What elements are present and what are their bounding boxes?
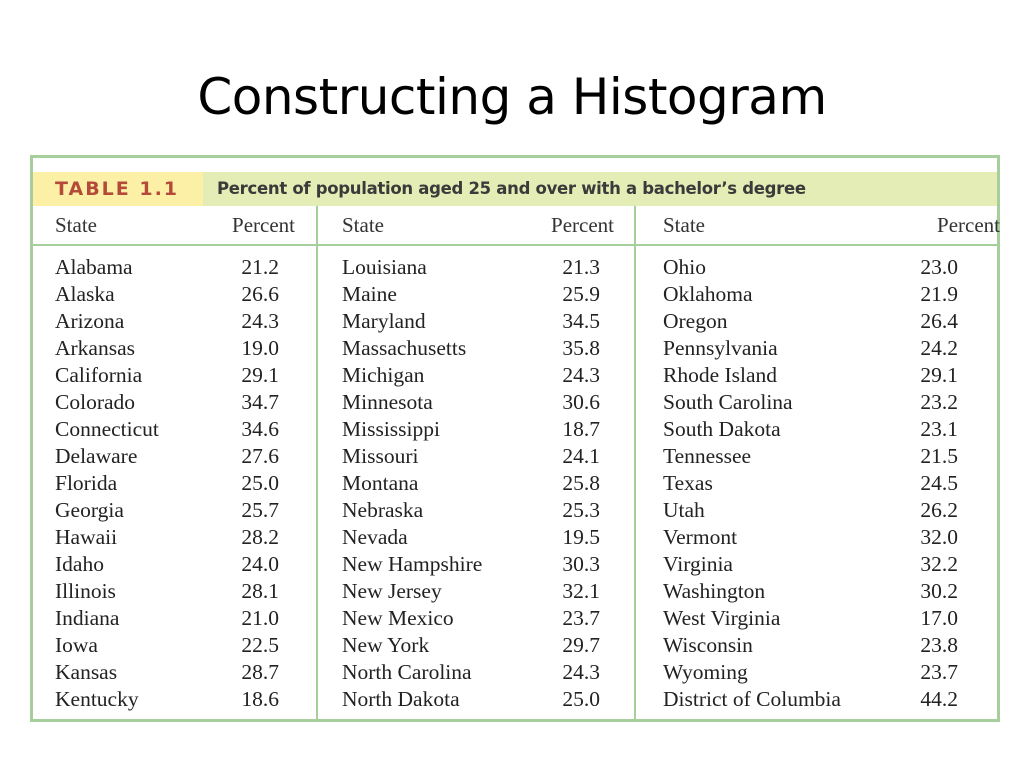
state-name: Massachusetts: [342, 336, 467, 360]
percent-value: 24.5: [920, 471, 958, 495]
table-row: [663, 335, 1000, 362]
table-row: [342, 308, 614, 335]
table-row: [663, 524, 1000, 551]
state-name: Minnesota: [342, 390, 433, 414]
column-header-state: State: [663, 213, 705, 237]
percent-value: 23.7: [562, 606, 600, 630]
state-name: New Mexico: [342, 606, 454, 630]
state-name: West Virginia: [663, 606, 781, 630]
column-rows: [55, 254, 295, 713]
state-name: Oregon: [663, 309, 728, 333]
column-divider: [634, 206, 636, 719]
percent-value: 34.5: [562, 309, 600, 333]
state-name: District of Columbia: [663, 687, 841, 711]
table-row: [663, 605, 1000, 632]
column-rows: [342, 254, 614, 713]
column-header-state: State: [342, 213, 384, 237]
column-divider: [316, 206, 318, 719]
percent-value: 28.7: [241, 660, 279, 684]
table-row: [342, 497, 614, 524]
table-row: [342, 632, 614, 659]
table-header-band: [33, 172, 997, 206]
percent-value: 25.0: [241, 471, 279, 495]
percent-value: 26.6: [241, 282, 279, 306]
table-row: [342, 470, 614, 497]
state-name: Michigan: [342, 363, 425, 387]
percent-value: 28.2: [241, 525, 279, 549]
state-name: Pennsylvania: [663, 336, 778, 360]
state-name: Kentucky: [55, 687, 139, 711]
state-name: Virginia: [663, 552, 733, 576]
table-row: [663, 470, 1000, 497]
percent-value: 19.0: [241, 336, 279, 360]
column-header-percent: Percent: [937, 213, 1000, 237]
state-name: Illinois: [55, 579, 116, 603]
percent-value: 24.2: [920, 336, 958, 360]
state-name: Utah: [663, 498, 705, 522]
state-name: New York: [342, 633, 430, 657]
state-name: Arizona: [55, 309, 125, 333]
percent-value: 30.3: [562, 552, 600, 576]
percent-value: 30.2: [920, 579, 958, 603]
state-name: South Dakota: [663, 417, 781, 441]
percent-value: 25.9: [562, 282, 600, 306]
table-row: [663, 281, 1000, 308]
column-group-2: [342, 206, 614, 716]
table-row: [342, 362, 614, 389]
table-row: [55, 443, 295, 470]
state-name: Indiana: [55, 606, 120, 630]
state-name: Vermont: [663, 525, 738, 549]
table-row: [342, 551, 614, 578]
percent-value: 27.6: [241, 444, 279, 468]
percent-value: 35.8: [562, 336, 600, 360]
table-row: [55, 632, 295, 659]
state-name: Oklahoma: [663, 282, 753, 306]
state-name: New Jersey: [342, 579, 442, 603]
table-number: TABLE 1.1: [55, 178, 180, 200]
state-name: Florida: [55, 471, 118, 495]
state-name: Tennessee: [663, 444, 752, 468]
state-name: New Hampshire: [342, 552, 483, 576]
column-header-state: State: [55, 213, 97, 237]
state-name: Kansas: [55, 660, 118, 684]
slide-title: Constructing a Histogram: [197, 68, 827, 126]
table-row: [342, 578, 614, 605]
table-row: [55, 470, 295, 497]
column-header-percent: Percent: [551, 213, 614, 237]
state-name: Missouri: [342, 444, 419, 468]
table-row: [342, 686, 614, 713]
percent-value: 29.7: [562, 633, 600, 657]
state-name: Nevada: [342, 525, 408, 549]
table-row: [55, 659, 295, 686]
table-row: [55, 686, 295, 713]
percent-value: 24.3: [241, 309, 279, 333]
percent-value: 24.3: [562, 363, 600, 387]
table-row: [342, 524, 614, 551]
state-name: Maryland: [342, 309, 426, 333]
state-name: Connecticut: [55, 417, 159, 441]
state-name: South Carolina: [663, 390, 793, 414]
table-row: [342, 605, 614, 632]
table-row: [342, 389, 614, 416]
percent-value: 32.0: [920, 525, 958, 549]
state-name: Montana: [342, 471, 419, 495]
percent-value: 21.2: [241, 255, 279, 279]
table-row: [663, 308, 1000, 335]
percent-value: 23.7: [920, 660, 958, 684]
percent-value: 32.2: [920, 552, 958, 576]
column-group-3: [663, 206, 1000, 716]
state-name: Maine: [342, 282, 397, 306]
percent-value: 21.9: [920, 282, 958, 306]
state-name: Ohio: [663, 255, 706, 279]
table-row: [55, 578, 295, 605]
state-name: Rhode Island: [663, 363, 778, 387]
state-name: Nebraska: [342, 498, 424, 522]
table-row: [55, 416, 295, 443]
state-name: Wisconsin: [663, 633, 753, 657]
table-row: [663, 443, 1000, 470]
table-row: [55, 308, 295, 335]
percent-value: 25.3: [562, 498, 600, 522]
state-name: Texas: [663, 471, 713, 495]
state-name: Iowa: [55, 633, 98, 657]
table-row: [663, 497, 1000, 524]
percent-value: 34.7: [241, 390, 279, 414]
table-row: [342, 659, 614, 686]
percent-value: 25.7: [241, 498, 279, 522]
table-row: [663, 551, 1000, 578]
table-label-cell: [33, 172, 203, 206]
state-name: Louisiana: [342, 255, 427, 279]
percent-value: 18.6: [241, 687, 279, 711]
percent-value: 26.2: [920, 498, 958, 522]
table-row: [342, 254, 614, 281]
table-row: [55, 281, 295, 308]
percent-value: 19.5: [562, 525, 600, 549]
percent-value: 29.1: [241, 363, 279, 387]
state-name: Alaska: [55, 282, 115, 306]
state-name: Idaho: [55, 552, 104, 576]
percent-value: 17.0: [920, 606, 958, 630]
state-name: North Carolina: [342, 660, 472, 684]
table-row: [55, 605, 295, 632]
percent-value: 18.7: [562, 417, 600, 441]
table-row: [342, 335, 614, 362]
column-group-1: [55, 206, 295, 716]
state-name: Delaware: [55, 444, 138, 468]
table-row: [342, 443, 614, 470]
table-row: [663, 362, 1000, 389]
state-name: Hawaii: [55, 525, 118, 549]
table-row: [663, 578, 1000, 605]
column-header-percent: Percent: [232, 213, 295, 237]
table-row: [55, 524, 295, 551]
percent-value: 28.1: [241, 579, 279, 603]
state-name: California: [55, 363, 143, 387]
table-row: [55, 362, 295, 389]
table-row: [55, 551, 295, 578]
percent-value: 25.8: [562, 471, 600, 495]
percent-value: 25.0: [562, 687, 600, 711]
percent-value: 32.1: [562, 579, 600, 603]
table-row: [342, 416, 614, 443]
table-row: [663, 686, 1000, 713]
state-name: Alabama: [55, 255, 133, 279]
percent-value: 34.6: [241, 417, 279, 441]
percent-value: 21.0: [241, 606, 279, 630]
percent-value: 23.1: [920, 417, 958, 441]
percent-value: 26.4: [920, 309, 958, 333]
percent-value: 44.2: [920, 687, 958, 711]
percent-value: 22.5: [241, 633, 279, 657]
table-row: [663, 389, 1000, 416]
state-name: Georgia: [55, 498, 124, 522]
column-rows: [663, 254, 1000, 713]
percent-value: 29.1: [920, 363, 958, 387]
percent-value: 23.8: [920, 633, 958, 657]
state-name: North Dakota: [342, 687, 460, 711]
table-row: [55, 389, 295, 416]
table-row: [663, 632, 1000, 659]
table-row: [342, 281, 614, 308]
table-caption: Percent of population aged 25 and over with a bachelor’s degree: [217, 179, 806, 198]
data-table: [30, 155, 1000, 722]
percent-value: 21.3: [562, 255, 600, 279]
percent-value: 24.0: [241, 552, 279, 576]
state-name: Colorado: [55, 390, 136, 414]
table-row: [55, 335, 295, 362]
table-row: [55, 254, 295, 281]
percent-value: 24.1: [562, 444, 600, 468]
state-name: Washington: [663, 579, 766, 603]
percent-value: 21.5: [920, 444, 958, 468]
state-name: Mississippi: [342, 417, 440, 441]
table-caption-cell: [203, 172, 997, 206]
table-row: [663, 416, 1000, 443]
percent-value: 23.2: [920, 390, 958, 414]
table-row: [55, 497, 295, 524]
state-name: Wyoming: [663, 660, 748, 684]
percent-value: 30.6: [562, 390, 600, 414]
state-name: Arkansas: [55, 336, 136, 360]
percent-value: 23.0: [920, 255, 958, 279]
percent-value: 24.3: [562, 660, 600, 684]
table-row: [663, 659, 1000, 686]
table-row: [663, 254, 1000, 281]
